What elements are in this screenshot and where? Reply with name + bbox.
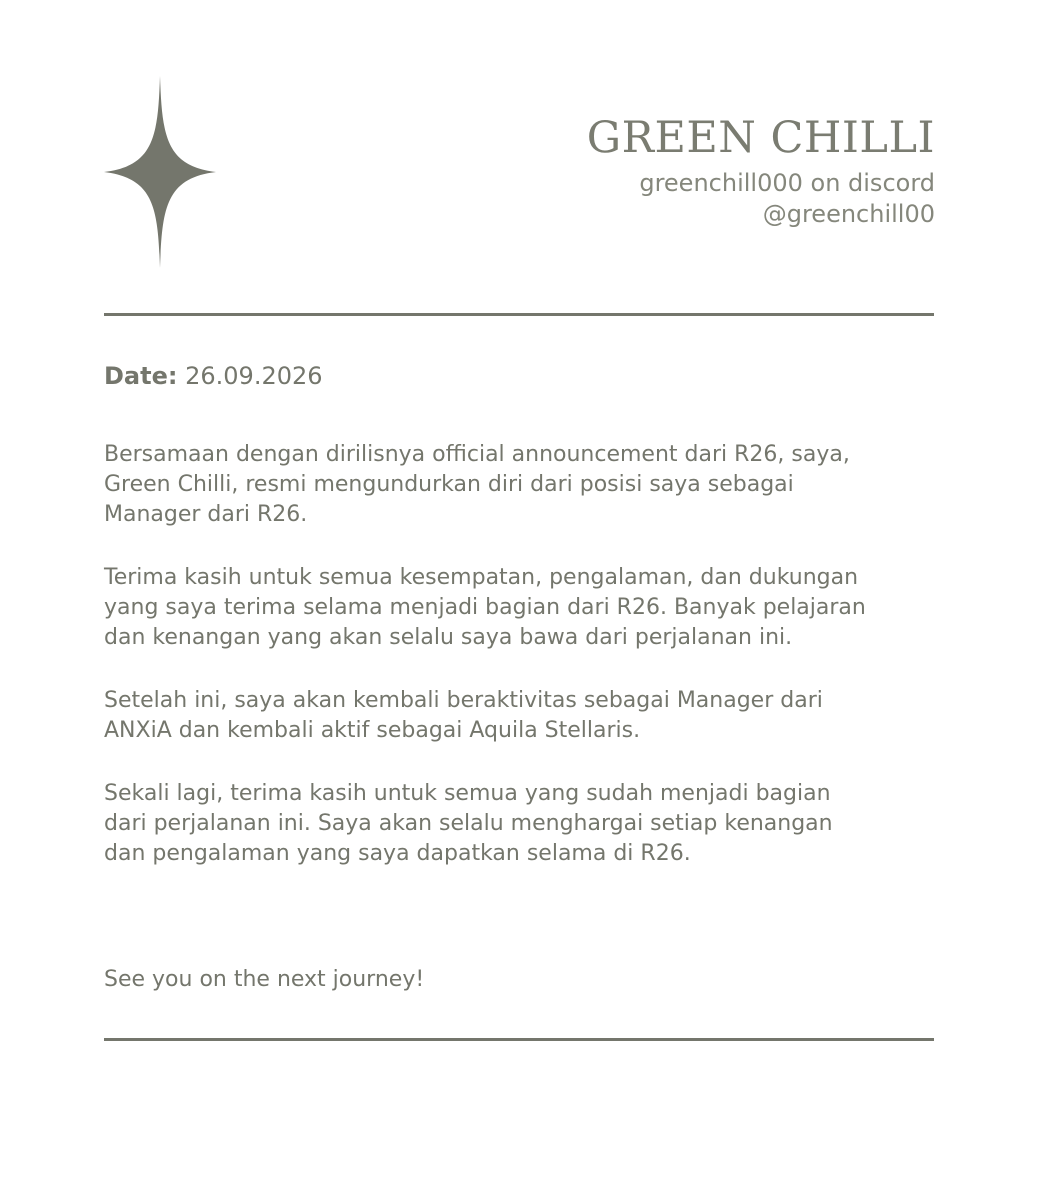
date-value: 26.09.2026 — [185, 362, 323, 390]
paragraph-resignation: Bersamaan dengan dirilisnya official announcement dari R26, saya, Green Chilli, resmi mengundurkan diri dari posisi saya sebagai Manager dari R26. — [104, 442, 850, 527]
paragraph-thanks: Terima kasih untuk semua kesempatan, pengalaman, dan dukungan yang saya terima selama menjadi bagian dari R26. Banyak pelajaran dan kenangan yang akan selalu saya bawa dari perjalanan ini. — [104, 565, 866, 650]
letter-body — [104, 358, 934, 902]
author-name: GREEN CHILLI — [586, 113, 935, 163]
paragraph-closing-thanks: Sekali lagi, terima kasih untuk semua yang sudah menjadi bagian dari perjalanan ini. Saya akan selalu menghargai setiap kenangan dan pengalaman yang saya dapatkan selama di R26. — [104, 781, 833, 866]
social-handle: @greenchill00 — [762, 200, 935, 228]
date-line — [104, 358, 934, 394]
paragraph-next-steps: Setelah ini, saya akan kembali beraktivitas sebagai Manager dari ANXiA dan kembali aktif sebagai Aquila Stellaris. — [104, 688, 823, 743]
date-label: Date: — [104, 362, 178, 390]
top-divider — [104, 313, 934, 316]
discord-handle: greenchill000 on discord — [639, 169, 935, 197]
letter-header — [587, 108, 935, 230]
bottom-divider — [104, 1038, 934, 1041]
four-point-star-icon — [104, 76, 216, 268]
closing-line: See you on the next journey! — [104, 967, 425, 992]
